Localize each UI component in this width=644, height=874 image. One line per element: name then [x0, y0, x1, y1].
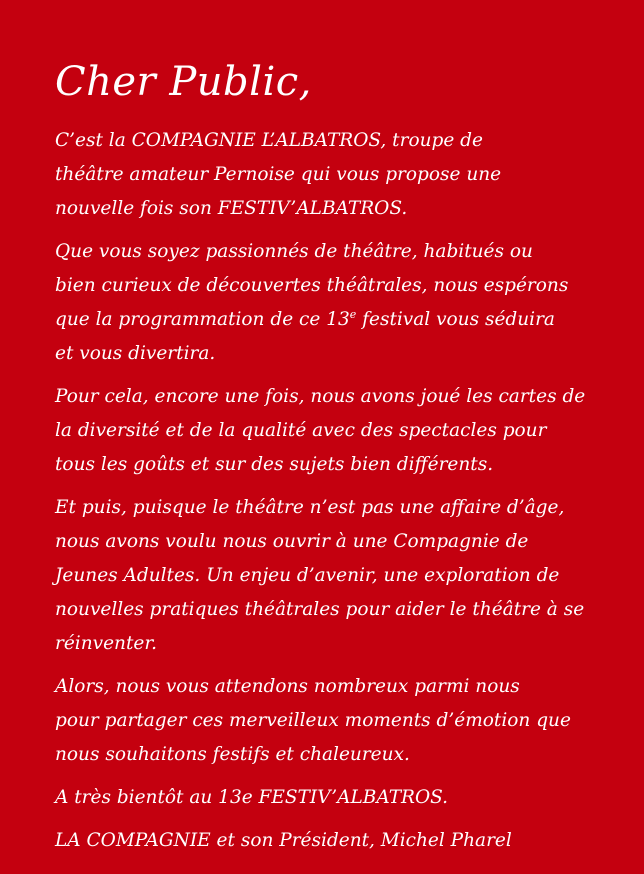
text-line: pour partager ces merveilleux moments d’émotion que	[55, 710, 571, 731]
paragraph-invitation	[55, 670, 615, 772]
text-line: Et puis, puisque le théâtre n’est pas une affaire d’âge,	[55, 497, 565, 518]
text-line: nouvelle fois son FESTIV’ALBATROS.	[55, 198, 408, 219]
text-line	[55, 303, 615, 337]
paragraph-audience	[55, 235, 615, 371]
paragraph-introduction	[55, 124, 615, 226]
text-line: théâtre amateur Pernoise qui vous propose une	[55, 164, 502, 185]
letter-greeting: Cher Public,	[55, 59, 312, 105]
text-fragment: que la programmation de ce 13	[55, 309, 350, 330]
text-line: nous avons voulu nous ouvrir à une Compagnie de	[55, 531, 529, 552]
letter	[55, 52, 615, 867]
text-line: Jeunes Adultes. Un enjeu d’avenir, une exploration de	[55, 565, 560, 586]
text-line: C’est la COMPAGNIE L’ALBATROS, troupe de	[55, 130, 483, 151]
text-line: réinventer.	[55, 633, 158, 654]
text-line: Alors, nous vous attendons nombreux parmi nous	[55, 676, 520, 697]
text-line: nous souhaitons festifs et chaleureux.	[55, 744, 410, 765]
text-line: et vous divertira.	[55, 343, 216, 364]
paragraph-diversity	[55, 380, 615, 482]
paragraph-young-adults	[55, 491, 615, 661]
text-line: Que vous soyez passionnés de théâtre, habitués ou	[55, 241, 533, 262]
text-line: nouvelles pratiques théâtrales pour aider le théâtre à se	[55, 599, 585, 620]
letter-signature: LA COMPAGNIE et son Président, Michel Pharel	[55, 830, 512, 851]
text-line: tous les goûts et sur des sujets bien différents.	[55, 454, 494, 475]
paragraph-closing: A très bientôt au 13e FESTIV’ALBATROS.	[55, 787, 449, 808]
ordinal-superscript: e	[349, 307, 357, 321]
text-fragment: festival vous séduira	[356, 309, 555, 330]
text-line: Pour cela, encore une fois, nous avons joué les cartes de	[55, 386, 586, 407]
text-line: bien curieux de découvertes théâtrales, nous espérons	[55, 275, 569, 296]
text-line: la diversité et de la qualité avec des spectacles pour	[55, 420, 547, 441]
